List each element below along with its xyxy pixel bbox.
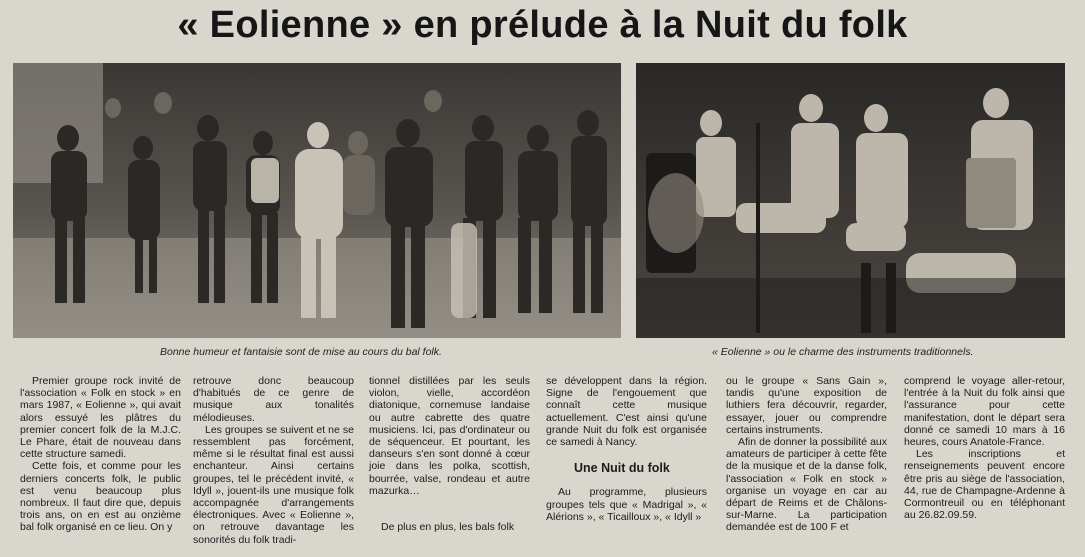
paragraph: Au programme, plusieurs groupes tels que « Madrigal », « Alérions », « Ticailloux », « Idyll » <box>546 486 707 523</box>
paragraph: se développent dans la région. Signe de l'engouement que connaît cette musique actuellement. C'est ainsi qu'une grande Nuit du folk est organisée ce samedi à Nancy. <box>546 375 707 449</box>
paragraph: Les groupes se suivent et ne se ressemblent pas forcément, même si le résultat final est aussi enchanteur. Ainsi certains groupes, tel le précédent invité, « Idyll », jouent-ils une musique folk accompagnée d'arrangements électroniques. Avec « Eolienne », on retrouve davantage les sonorités du folk tradi- <box>193 423 354 546</box>
article-column-4 <box>546 375 707 523</box>
paragraph: Afin de donner la possibilité aux amateurs de participer à cette fête de la musique et de la danse folk, l'association « Folk en stock » organise un voyage en car au départ de Reims et de Châlons-sur-Marne. La participation demandée est de 100 F et <box>726 436 887 534</box>
headline: « Eolienne » en prélude à la Nuit du folk <box>177 4 908 46</box>
paragraph: De plus en plus, les bals folk <box>381 521 515 534</box>
article-column-2 <box>193 375 354 546</box>
paragraph: ou le groupe « Sans Gain », tandis qu'une exposition de luthiers fera découvrir, regarder, essayer, jouer ou comprendre certains instruments. <box>726 375 887 436</box>
paragraph: Les inscriptions et renseignements peuvent encore être pris au siège de l'association, 44, rue de Champagne-Ardenne à Cormontreuil ou en téléphonant au 26.82.09.59. <box>904 448 1065 522</box>
subheading: Une Nuit du folk <box>574 461 670 476</box>
photo-caption-right: « Eolienne » ou le charme des instruments traditionnels. <box>712 346 974 358</box>
paragraph: Cette fois, et comme pour les derniers concerts folk, le public est venu beaucoup plus nombreux. Il faut dire que, depuis trois ans, on en est au onzième bal folk organisé en ce lieu. On y <box>20 460 181 534</box>
dancers-photo <box>13 63 621 338</box>
article-column-6 <box>904 375 1065 521</box>
article-column-5 <box>726 375 887 534</box>
paragraph: comprend le voyage aller-retour, l'entrée à la Nuit du folk ainsi que l'assurance pour cette manifestation, dont le départ sera donné ce samedi 10 mars à 16 heures, cours Anatole-France. <box>904 375 1065 449</box>
paragraph: Premier groupe rock invité de l'association « Folk en stock » en mars 1987, « Eolienne », qui avait alors essuyé les plâtres du premier concert folk de la M.J.C. Le Phare, était de nouveau dans cette structure samedi. <box>20 375 181 461</box>
article-column-1 <box>20 375 181 534</box>
article-column-3 <box>369 375 530 533</box>
paragraph: retrouve donc beaucoup d'habitués de ce genre de musique aux tonalités mélodieuses. <box>193 375 354 424</box>
musicians-photo <box>636 63 1065 338</box>
photo-caption-left: Bonne humeur et fantaisie sont de mise au cours du bal folk. <box>160 346 442 358</box>
paragraph: tionnel distillées par les seuls violon, vielle, accordéon diatonique, cornemuse landaise ou autre cabrette des quatre musiciens. Ici, pas d'ordinateur ou de séquenceur. Et pourtant, les danseurs s'en sont donné à cœur joie dans les polka, scottish, bourrée, valse, rondeau et autre mazurka… <box>369 375 530 497</box>
